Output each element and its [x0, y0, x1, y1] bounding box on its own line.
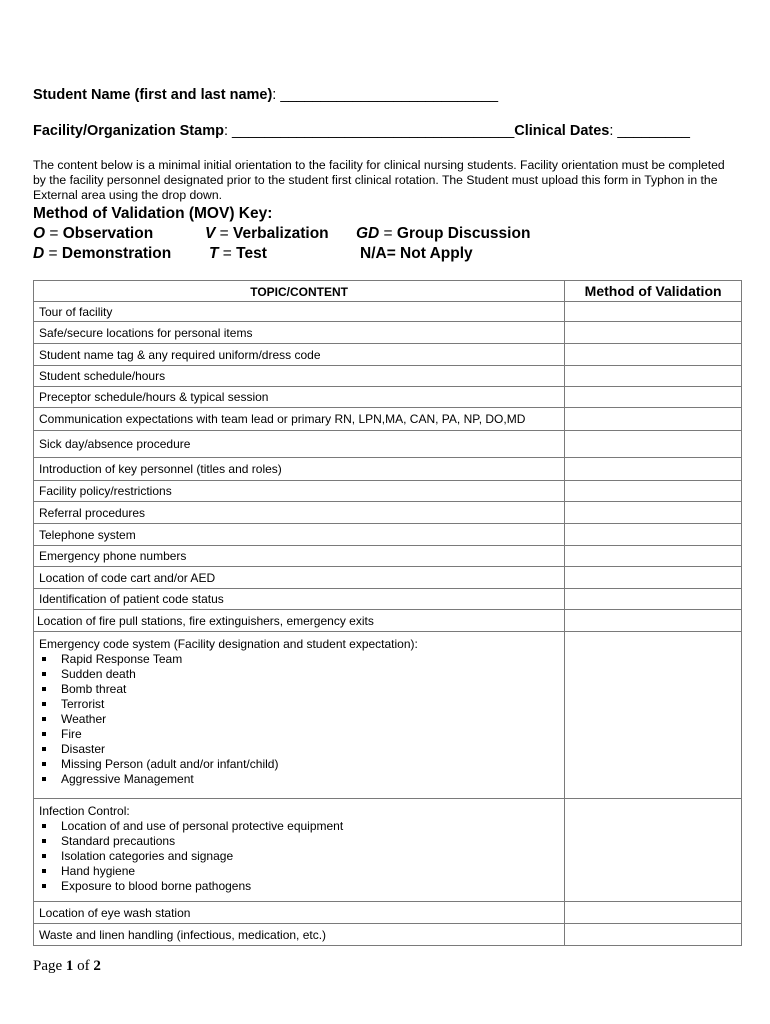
- topic-cell: Preceptor schedule/hours & typical session: [34, 387, 565, 408]
- topic-cell: Communication expectations with team lead or primary RN, LPN,MA, CAN, PA, NP, DO,MD: [34, 408, 565, 431]
- page-total: 2: [93, 958, 101, 974]
- student-name-label: Student Name (first and last name): [33, 87, 273, 103]
- orientation-table: [33, 280, 742, 946]
- list-item: Isolation categories and signage: [39, 849, 559, 864]
- mov-cell[interactable]: [565, 458, 742, 481]
- mov-cell[interactable]: [565, 408, 742, 431]
- topic-column-header: TOPIC/CONTENT: [34, 281, 565, 302]
- mov-test: T = Test: [209, 245, 267, 262]
- topic-cell: Emergency phone numbers: [34, 546, 565, 567]
- page-word: Page: [33, 958, 66, 974]
- student-name-blank[interactable]: : ___________________________: [272, 87, 499, 103]
- mov-cell[interactable]: [565, 632, 742, 799]
- mov-cell[interactable]: [565, 799, 742, 902]
- table-row: [34, 431, 742, 458]
- topic-cell: Student name tag & any required uniform/dress code: [34, 344, 565, 366]
- topic-cell: Location of fire pull stations, fire extinguishers, emergency exits: [34, 610, 565, 632]
- mov-key-row-1: [33, 225, 753, 245]
- mov-cell[interactable]: [565, 589, 742, 610]
- mov-cell[interactable]: [565, 431, 742, 458]
- table-row: [34, 902, 742, 924]
- mov-cell[interactable]: [565, 344, 742, 366]
- topic-cell: Sick day/absence procedure: [34, 431, 565, 458]
- mov-group-discussion: GD = Group Discussion: [356, 225, 531, 242]
- list-item: Terrorist: [39, 697, 559, 712]
- infection-control-cell: [34, 799, 565, 902]
- student-name-field[interactable]: [33, 87, 498, 103]
- mov-column-header: Method of Validation: [565, 281, 742, 302]
- table-row: [34, 387, 742, 408]
- topic-cell: Introduction of key personnel (titles and roles): [34, 458, 565, 481]
- mov-cell[interactable]: [565, 322, 742, 344]
- mov-not-apply: N/A= Not Apply: [360, 245, 473, 262]
- list-item: Hand hygiene: [39, 864, 559, 879]
- clinical-dates-blank[interactable]: : _________: [609, 123, 690, 139]
- topic-cell: Location of code cart and/or AED: [34, 567, 565, 589]
- list-item: Standard precautions: [39, 834, 559, 849]
- table-row: [34, 610, 742, 632]
- table-row: [34, 524, 742, 546]
- table-row: [34, 481, 742, 502]
- table-row: [34, 322, 742, 344]
- page-number: 1: [65, 958, 74, 974]
- topic-cell: Student schedule/hours: [34, 366, 565, 387]
- table-row-emergency: [34, 632, 742, 799]
- facility-stamp-blank[interactable]: : ___________________________________: [223, 123, 515, 139]
- table-row: [34, 589, 742, 610]
- table-row-infection: [34, 799, 742, 902]
- mov-verbalization: V = Verbalization: [205, 225, 329, 242]
- table-row: [34, 302, 742, 322]
- list-item: Location of and use of personal protective equipment: [39, 819, 559, 834]
- mov-observation: O = Observation: [33, 225, 154, 242]
- list-item: Disaster: [39, 742, 559, 757]
- table-header-row: [34, 281, 742, 302]
- mov-demonstration: D = Demonstration: [33, 245, 172, 262]
- mov-cell[interactable]: [565, 610, 742, 632]
- mov-cell[interactable]: [565, 387, 742, 408]
- list-item: Bomb threat: [39, 682, 559, 697]
- facility-stamp-field[interactable]: [33, 123, 690, 139]
- clinical-dates-label: Clinical Dates: [514, 123, 610, 139]
- mov-cell[interactable]: [565, 924, 742, 946]
- mov-cell[interactable]: [565, 546, 742, 567]
- table-row: [34, 502, 742, 524]
- list-item: Fire: [39, 727, 559, 742]
- topic-cell: Location of eye wash station: [34, 902, 565, 924]
- mov-cell[interactable]: [565, 302, 742, 322]
- mov-key-row-2: [33, 245, 753, 265]
- topic-cell: Facility policy/restrictions: [34, 481, 565, 502]
- page-footer: [33, 958, 101, 975]
- mov-cell[interactable]: [565, 366, 742, 387]
- topic-cell: Telephone system: [34, 524, 565, 546]
- list-item: Aggressive Management: [39, 772, 559, 787]
- list-item: Rapid Response Team: [39, 652, 559, 667]
- emergency-code-heading: Emergency code system (Facility designation and student expectation):: [39, 637, 418, 651]
- list-item: Missing Person (adult and/or infant/child): [39, 757, 559, 772]
- table-row: [34, 546, 742, 567]
- topic-cell: Safe/secure locations for personal items: [34, 322, 565, 344]
- list-item: Exposure to blood borne pathogens: [39, 879, 559, 894]
- list-item: Weather: [39, 712, 559, 727]
- infection-control-list: [39, 819, 559, 894]
- topic-cell: Waste and linen handling (infectious, medication, etc.): [34, 924, 565, 946]
- infection-control-heading: Infection Control:: [39, 804, 130, 818]
- mov-cell[interactable]: [565, 524, 742, 546]
- mov-cell[interactable]: [565, 567, 742, 589]
- table-row: [34, 567, 742, 589]
- table-row: [34, 408, 742, 431]
- table-row: [34, 344, 742, 366]
- table-row: [34, 366, 742, 387]
- topic-cell: Tour of facility: [34, 302, 565, 322]
- topic-cell: Referral procedures: [34, 502, 565, 524]
- table-row: [34, 924, 742, 946]
- of-word: of: [73, 958, 94, 974]
- emergency-code-cell: [34, 632, 565, 799]
- facility-stamp-label: Facility/Organization Stamp: [33, 123, 224, 139]
- mov-cell[interactable]: [565, 902, 742, 924]
- topic-cell: Identification of patient code status: [34, 589, 565, 610]
- mov-cell[interactable]: [565, 502, 742, 524]
- table-row: [34, 458, 742, 481]
- emergency-code-list: [39, 652, 559, 787]
- mov-key-title: Method of Validation (MOV) Key:: [33, 205, 273, 222]
- intro-paragraph: The content below is a minimal initial orientation to the facility for clinical nursing students. Facility orientation must be completed by the facility personnel designated prior to the student first clinical rotation. The Student must upload this form in Typhon in the External area using the drop down.: [33, 158, 725, 202]
- mov-cell[interactable]: [565, 481, 742, 502]
- list-item: Sudden death: [39, 667, 559, 682]
